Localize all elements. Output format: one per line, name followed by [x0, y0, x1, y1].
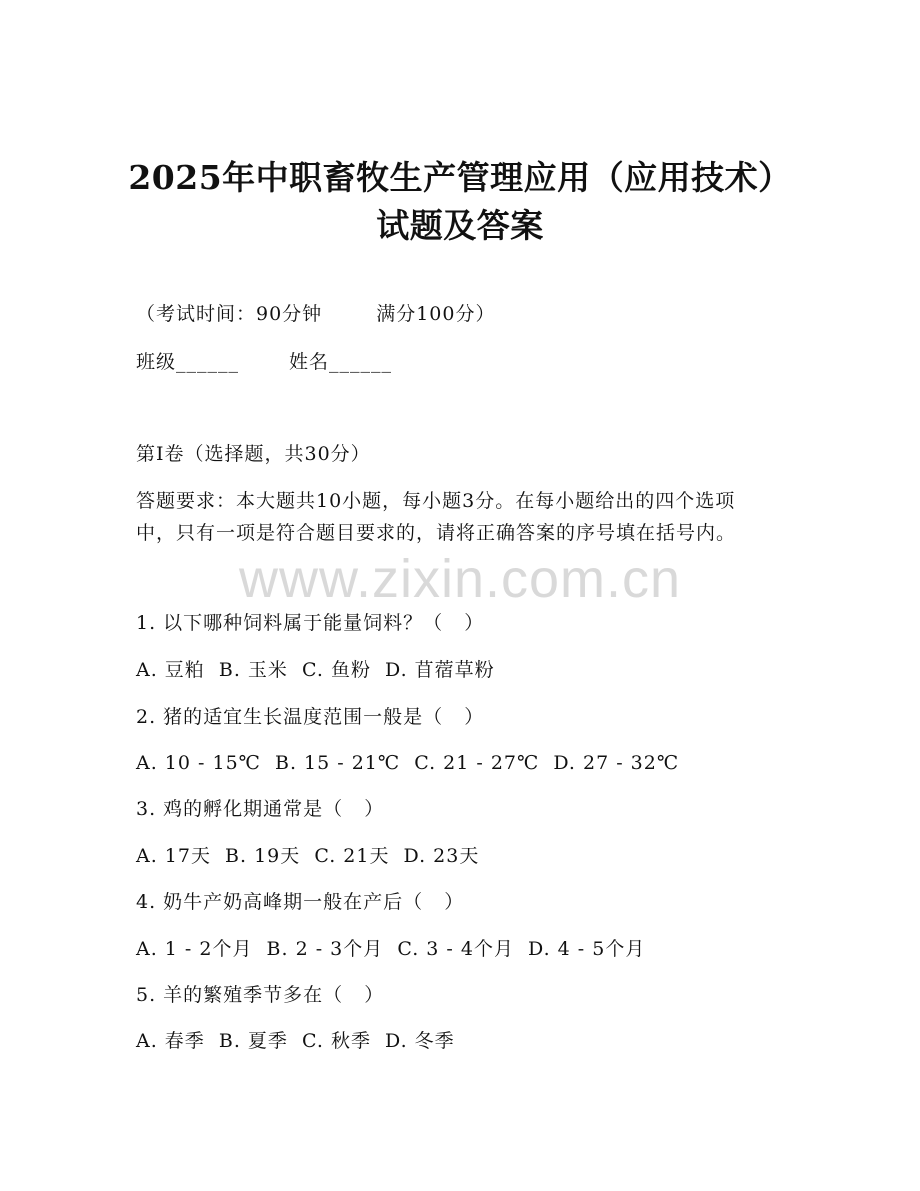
name-field: 姓名______: [289, 351, 393, 373]
instruction-line1: 答题要求：本大题共10小题，每小题3分。在每小题给出的四个选项: [136, 490, 736, 512]
question-1-stem: 1. 以下哪种饲料属于能量饲料？（ ）: [136, 612, 485, 634]
question-2-options: A. 10 - 15℃ B. 15 - 21℃ C. 21 - 27℃ D. 27 - 32℃: [136, 752, 680, 774]
exam-meta: [136, 302, 495, 326]
question-1-options: A. 豆粕 B. 玉米 C. 鱼粉 D. 苜蓿草粉: [136, 659, 495, 681]
question-4-stem: 4. 奶牛产奶高峰期一般在产后（ ）: [136, 891, 465, 913]
part-title: 第I卷（选择题，共30分）: [136, 443, 371, 465]
instruction-line2: 中，只有一项是符合题目要求的，请将正确答案的序号填在括号内。: [136, 522, 737, 544]
exam-full-score: 满分100分）: [376, 303, 496, 325]
student-fields: [136, 350, 392, 374]
class-field: 班级______: [136, 351, 240, 373]
exam-title-line2: 试题及答案: [376, 206, 544, 245]
exam-title-line1: 2025年中职畜牧生产管理应用（应用技术）: [128, 158, 792, 197]
watermark: www.zixin.com.cn: [238, 549, 682, 609]
exam-time: （考试时间：90分钟: [136, 303, 323, 325]
question-3-options: A. 17天 B. 19天 C. 21天 D. 23天: [136, 845, 480, 867]
question-3-stem: 3. 鸡的孵化期通常是（ ）: [136, 798, 385, 820]
question-5-stem: 5. 羊的繁殖季节多在（ ）: [136, 984, 385, 1006]
question-4-options: A. 1 - 2个月 B. 2 - 3个月 C. 3 - 4个月 D. 4 - 5个月: [136, 938, 646, 960]
question-5-options: A. 春季 B. 夏季 C. 秋季 D. 冬季: [136, 1030, 455, 1052]
question-2-stem: 2. 猪的适宜生长温度范围一般是（ ）: [136, 706, 485, 728]
